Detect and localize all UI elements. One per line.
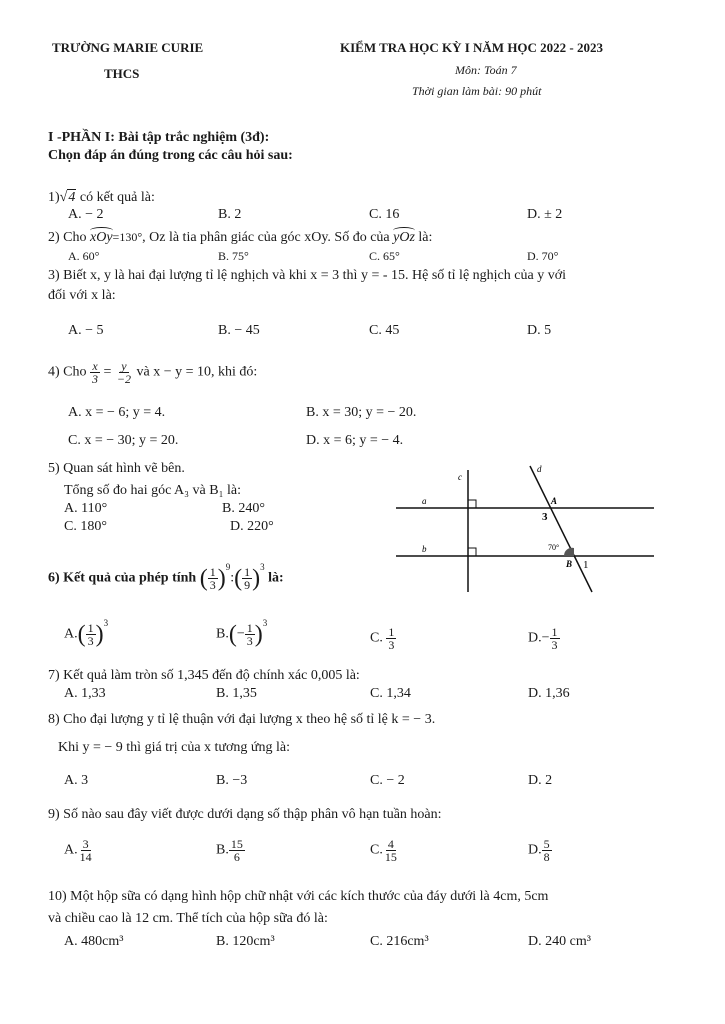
denominator: −2 [116, 372, 132, 386]
option-label: C. [370, 630, 383, 646]
divide-sign: : [230, 570, 235, 586]
geometry-figure [392, 458, 662, 598]
option-a[interactable] [64, 618, 109, 648]
fraction [386, 626, 396, 651]
option-d[interactable]: D. 240 cm³ [528, 934, 591, 949]
question-5-line1: 5) Quan sát hình vẽ bên. [48, 461, 185, 476]
option-c[interactable]: C. − 2 [370, 773, 405, 788]
question-9: 9) Số nào sau đây viết được dưới dạng số thập phân vô hạn tuần hoàn: [48, 807, 442, 822]
option-b[interactable]: B. 120cm³ [216, 934, 275, 949]
numerator: 1 [87, 621, 94, 635]
denominator: 9 [244, 578, 251, 592]
numerator: 1 [246, 621, 253, 635]
option-c[interactable] [370, 626, 396, 651]
question-3-line2: đối với x là: [48, 288, 116, 303]
numerator: 1 [388, 625, 395, 639]
option-b[interactable]: B. 75° [218, 249, 249, 263]
option-b[interactable]: B. −3 [216, 773, 248, 788]
exam-time: Thời gian làm bài: 90 phút [412, 84, 542, 98]
paren: ( [77, 621, 86, 648]
option-d[interactable]: D. ± 2 [527, 207, 563, 222]
question-10-line1: 10) Một hộp sữa có dạng hình hộp chữ nhật với các kích thước của đáy dưới là 4cm, 5cm [48, 889, 549, 904]
paren: ) [95, 621, 104, 648]
option-c[interactable]: C. 45 [369, 323, 400, 338]
numerator: 3 [82, 837, 89, 851]
label-c: c [458, 472, 462, 482]
option-c[interactable]: C. 180° [64, 519, 107, 534]
option-c[interactable]: C. x = − 30; y = 20. [68, 433, 179, 448]
label-b: b [422, 544, 427, 554]
option-b[interactable]: B. 2 [218, 207, 242, 222]
label-b1: 1 [583, 559, 589, 571]
paren: ) [217, 565, 226, 592]
denominator: 3 [92, 372, 98, 386]
question-2 [48, 230, 432, 246]
question-text: có kết quả là: [79, 190, 155, 205]
option-d[interactable] [528, 626, 560, 651]
option-d[interactable]: D. x = 6; y = − 4. [306, 433, 404, 448]
school-name: TRƯỜNG MARIE CURIE [52, 40, 204, 55]
question-text: là: [268, 570, 284, 586]
option-b[interactable]: B. 1,35 [216, 686, 257, 701]
option-c[interactable] [370, 838, 399, 863]
numerator: 4 [387, 837, 394, 851]
angle-yoz: yOz [393, 230, 415, 245]
minus-sign: − [541, 630, 550, 646]
exponent: 3 [260, 562, 265, 572]
paren: ( [234, 565, 243, 592]
option-a[interactable]: A. − 2 [68, 207, 104, 222]
option-d[interactable]: D. 1,36 [528, 686, 570, 701]
option-d[interactable]: D. 70° [527, 249, 559, 263]
option-a[interactable]: A. 110° [64, 501, 108, 516]
paren: ( [228, 621, 237, 648]
numerator: 15 [230, 837, 243, 851]
right-angle-mark [468, 548, 476, 556]
equals-sign: = [103, 364, 112, 380]
question-text: 6) Kết quả của phép tính [48, 570, 197, 586]
paren: ) [254, 621, 263, 648]
option-d[interactable]: D. 5 [527, 323, 552, 338]
denominator: 14 [79, 850, 92, 864]
angle-70-mark [564, 548, 574, 556]
denominator: 3 [551, 638, 558, 652]
option-label: D. [528, 842, 542, 858]
paren: ) [252, 565, 261, 592]
paren: ( [199, 565, 208, 592]
option-c[interactable]: C. 216cm³ [370, 934, 429, 949]
label-point-b: B [566, 559, 573, 569]
option-a[interactable]: A. 3 [64, 773, 89, 788]
fraction [383, 838, 399, 863]
question-8-line2: Khi y = − 9 thì giá trị của x tương ứng là: [58, 740, 291, 755]
school-level: THCS [104, 66, 140, 81]
option-b[interactable]: B. x = 30; y = − 20. [306, 405, 417, 420]
label-a3: 3 [542, 511, 548, 523]
fraction [229, 838, 245, 863]
radicand: 4 [68, 190, 76, 205]
fraction-x-3 [90, 360, 100, 385]
option-label: A. [64, 626, 78, 642]
denominator: 3 [388, 638, 395, 652]
option-d[interactable] [528, 838, 552, 863]
label-d: d [537, 464, 542, 474]
question-5-line2: Tổng số đo hai góc A₃ và B₁ là: [64, 483, 241, 498]
denominator: 8 [543, 850, 550, 864]
fraction [242, 566, 252, 591]
question-3-line1: 3) Biết x, y là hai đại lượng tỉ lệ nghịch và khi x = 3 thì y = - 15. Hệ số tỉ lệ nghịch của y với [48, 268, 566, 283]
denominator: 6 [233, 850, 240, 864]
option-a[interactable]: A. 480cm³ [64, 934, 124, 949]
fraction [550, 626, 560, 651]
option-c[interactable]: C. 16 [369, 207, 400, 222]
angle-xoy: xOy [90, 230, 113, 245]
option-a[interactable] [64, 838, 94, 863]
fraction [78, 838, 94, 863]
question-8-line1: 8) Cho đại lượng y tỉ lệ thuận với đại lượng x theo hệ số tỉ lệ k = − 3. [48, 712, 436, 727]
question-10-line2: và chiều cao là 12 cm. Thể tích của hộp sữa đó là: [48, 911, 328, 926]
numerator: 5 [543, 837, 550, 851]
fraction [542, 838, 552, 863]
exam-subject: Môn: Toán 7 [455, 63, 517, 77]
question-text: và x − y = 10, khi đó: [136, 364, 258, 380]
option-label: D. [528, 630, 542, 646]
sqrt-expression: √4 [59, 190, 76, 205]
denominator: 3 [87, 634, 94, 648]
exponent: 3 [262, 618, 268, 628]
option-d[interactable]: D. 220° [230, 519, 274, 534]
section-instruction: Chọn đáp án đúng trong các câu hỏi sau: [48, 148, 293, 163]
angle-value: =130° [112, 230, 143, 244]
minus-sign: − [236, 626, 245, 642]
option-b[interactable]: B. − 45 [218, 323, 260, 338]
question-text: 4) Cho [48, 364, 87, 380]
label-point-a: A [551, 496, 558, 506]
option-b[interactable] [216, 838, 245, 863]
line-d [530, 466, 592, 592]
numerator: 1 [209, 565, 216, 579]
numerator: 1 [551, 625, 558, 639]
exponent: 9 [225, 562, 231, 572]
option-label: B. [216, 842, 229, 858]
numerator: x [92, 359, 98, 373]
option-label: B. [216, 626, 229, 642]
option-a[interactable]: A. 60° [68, 249, 100, 263]
fraction [245, 622, 255, 647]
numerator: y [121, 359, 127, 373]
question-text: là: [418, 230, 433, 245]
question-1 [48, 190, 155, 206]
fraction-y-neg2 [115, 360, 133, 385]
question-7: 7) Kết quả làm tròn số 1,345 đến độ chính xác 0,005 là: [48, 668, 360, 683]
label-a: a [422, 496, 427, 506]
denominator: 15 [384, 850, 397, 864]
exam-title: KIỂM TRA HỌC KỲ I NĂM HỌC 2022 - 2023 [340, 40, 604, 55]
fraction [208, 566, 218, 591]
option-label: A. [64, 842, 78, 858]
option-b[interactable] [216, 618, 268, 648]
question-number: 1) [48, 190, 60, 205]
question-4 [48, 360, 257, 385]
numerator: 1 [244, 565, 251, 579]
option-label: C. [370, 842, 383, 858]
option-b[interactable]: B. 240° [222, 501, 265, 516]
label-angle-70: 70° [548, 543, 560, 552]
exponent: 3 [103, 618, 109, 628]
right-angle-mark [468, 500, 476, 508]
option-a[interactable]: A. x = − 6; y = 4. [68, 405, 166, 420]
denominator: 3 [246, 634, 253, 648]
option-a[interactable]: A. 1,33 [64, 686, 106, 701]
denominator: 3 [209, 578, 216, 592]
question-6 [48, 562, 284, 592]
section-title: I -PHẦN I: Bài tập trắc nghiệm (3đ): [48, 130, 270, 145]
question-text: 2) Cho [48, 230, 87, 245]
option-c[interactable]: C. 65° [369, 249, 400, 263]
question-text: , Oz là tia phân giác của góc xOy. Số đo của [142, 230, 390, 245]
option-d[interactable]: D. 2 [528, 773, 553, 788]
option-a[interactable]: A. − 5 [68, 323, 104, 338]
option-c[interactable]: C. 1,34 [370, 686, 411, 701]
fraction [86, 622, 96, 647]
